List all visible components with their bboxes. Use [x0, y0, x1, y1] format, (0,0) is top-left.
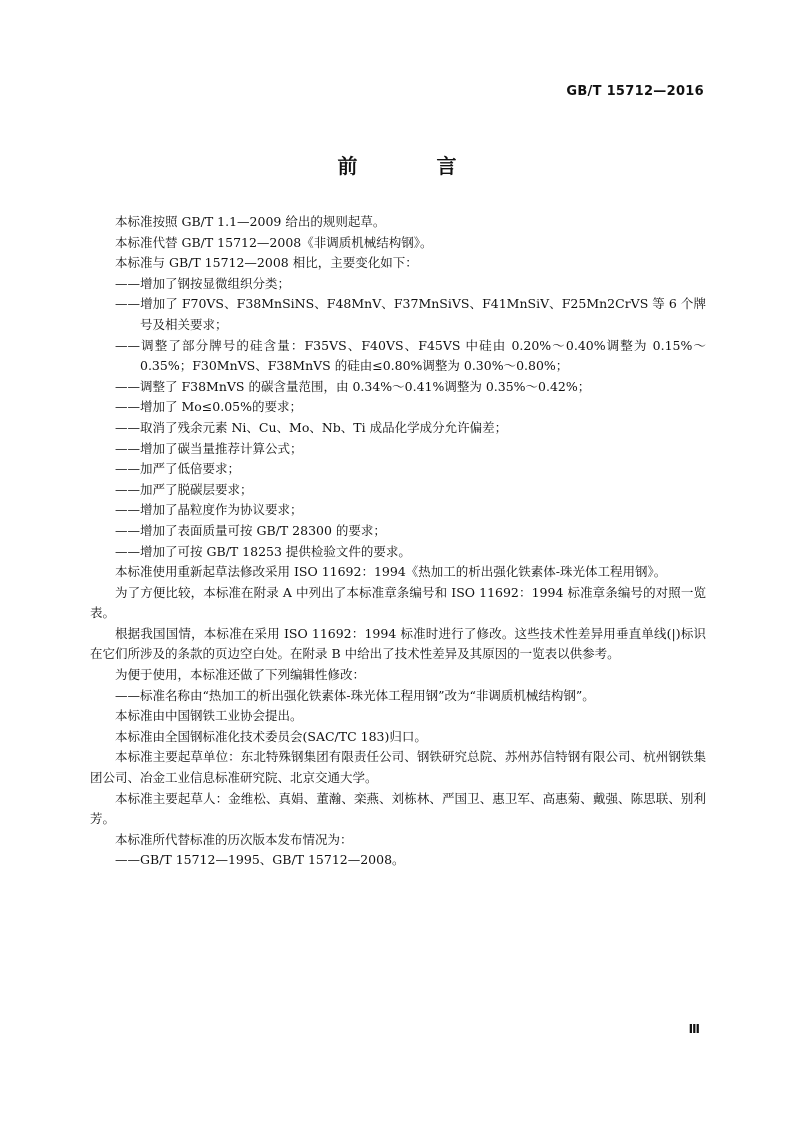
list-item: ——调整了部分牌号的硅含量：F35VS、F40VS、F45VS 中硅由 0.20%～0.40%调整为 0.15%～0.35%；F30MnVS、F38MnVS 的硅由≤0.80%调整为 0.30%～0.80%； — [115, 337, 706, 374]
list-item: ——增加了 F70VS、F38MnSiNS、F48MnV、F37MnSiVS、F41MnSiV、F25Mn2CrVS 等 6 个牌号及相关要求； — [115, 296, 706, 332]
paragraph: 本标准使用重新起草法修改采用 ISO 11692：1994《热加工的析出强化铁素体-珠光体工程用钢》。 — [115, 564, 667, 580]
list-item: ——加严了低倍要求； — [115, 461, 241, 477]
standard-code: GB/T 15712—2016 — [566, 84, 704, 99]
list-item: ——取消了残余元素 Ni、Cu、Mo、Nb、Ti 成品化学成分允许偏差； — [115, 419, 508, 435]
paragraph: 本标准与 GB/T 15712—2008 相比，主要变化如下： — [115, 255, 418, 271]
paragraph: 本标准由中国钢铁工业协会提出。 — [115, 708, 303, 724]
list-item: ——调整了 F38MnVS 的碳含量范围，由 0.34%～0.41%调整为 0.35%～0.42%； — [115, 378, 591, 394]
list-item: ——增加了钢按显微组织分类； — [115, 275, 291, 291]
paragraph: 本标准按照 GB/T 1.1—2009 给出的规则起草。 — [115, 214, 386, 229]
list-item: ——增加了 Mo≤0.05%的要求； — [115, 399, 302, 415]
list-item: ——增加了碳当量推荐计算公式； — [115, 440, 303, 456]
paragraph: 本标准由全国钢标准化技术委员会(SAC/TC 183)归口。 — [115, 728, 427, 744]
list-item: ——增加了表面质量可按 GB/T 28300 的要求； — [115, 522, 386, 538]
list-item: ——增加了晶粒度作为协议要求； — [115, 502, 303, 518]
paragraph: 为了方便比较，本标准在附录 A 中列出了本标准章条编号和 ISO 11692：1994 标准章条编号的对照一览表。 — [90, 584, 706, 621]
paragraph: 本标准主要起草单位：东北特殊钢集团有限责任公司、钢铁研究总院、苏州苏信特钢有限公司、杭州钢铁集团公司、冶金工业信息标准研究院、北京交通大学。 — [90, 749, 706, 786]
foreword-body — [90, 212, 706, 871]
page-number: Ⅲ — [688, 1022, 700, 1036]
list-item: ——标准名称由“热加工的析出强化铁素体-珠光体工程用钢”改为“非调质机械结构钢”。 — [115, 687, 595, 703]
paragraph: 根据我国国情，本标准在采用 ISO 11692：1994 标准时进行了修改。这些技术性差异用垂直单线(|)标识在它们所涉及的条款的页边空白处。在附录 B 中给出了技术性差异及其原因的一览表以供参考。 — [90, 625, 706, 662]
paragraph: 本标准所代替标准的历次版本发布情况为： — [115, 831, 353, 847]
list-item: ——GB/T 15712—1995、GB/T 15712—2008。 — [115, 852, 405, 868]
list-item: ——增加了可按 GB/T 18253 提供检验文件的要求。 — [115, 543, 411, 559]
paragraph: 为便于使用，本标准还做了下列编辑性修改： — [115, 667, 366, 683]
paragraph: 本标准代替 GB/T 15712—2008《非调质机械结构钢》。 — [115, 234, 433, 250]
list-item: ——加严了脱碳层要求； — [115, 481, 253, 497]
paragraph: 本标准主要起草人：金维松、真娟、董瀚、栾燕、刘栋林、严国卫、惠卫军、高惠菊、戴强、陈思联、别利芳。 — [90, 790, 706, 827]
page-title: 前 言 — [337, 154, 493, 178]
